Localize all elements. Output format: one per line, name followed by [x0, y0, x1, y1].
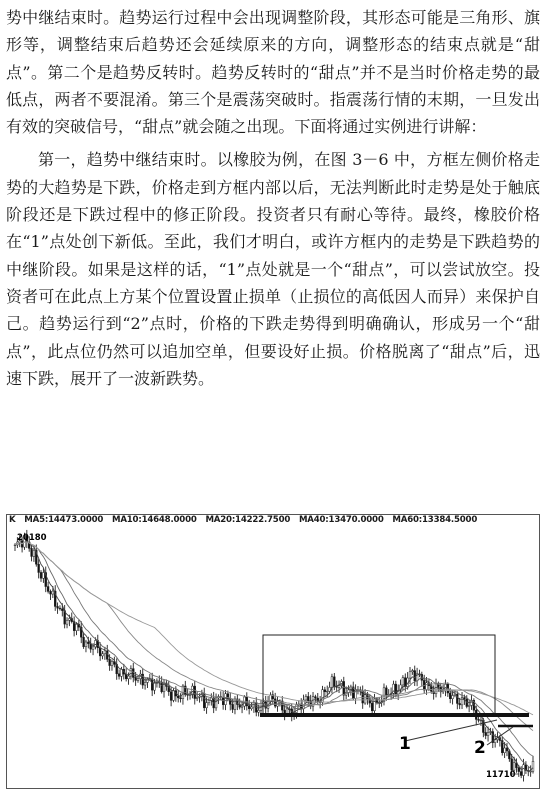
candle-body: [364, 695, 366, 703]
candle-body: [170, 692, 172, 701]
candle-body: [402, 678, 404, 685]
candle-body: [532, 761, 534, 771]
candle-body: [111, 661, 113, 665]
candle-body: [118, 674, 120, 677]
candle-body: [480, 720, 482, 721]
candle-body: [102, 654, 104, 656]
candle-body: [324, 690, 326, 692]
candle-body: [336, 687, 338, 688]
candle-body: [274, 699, 276, 706]
candle-body: [177, 696, 179, 698]
candle-body: [173, 691, 175, 701]
candle-body: [69, 618, 71, 620]
candle-body: [452, 695, 454, 698]
candle-body: [487, 732, 489, 735]
candle-body: [371, 703, 373, 711]
legend-ma10: MA10:14648.0000: [111, 515, 197, 525]
candle-body: [409, 672, 411, 678]
candle-body: [241, 706, 243, 707]
legend-k: K: [9, 515, 16, 525]
candle-body: [307, 696, 309, 700]
candle-body: [47, 587, 49, 592]
candle-body: [348, 690, 350, 692]
candle-body: [92, 647, 94, 649]
candle-body: [449, 693, 451, 699]
candlestick-series: [14, 530, 534, 782]
candle-body: [61, 609, 63, 611]
candle-body: [411, 671, 413, 672]
candle-body: [206, 703, 208, 708]
candle-body: [305, 696, 307, 700]
paragraph-2: 第一，趋势中继结束时。以橡胶为例，在图 3－6 中，方框左侧价格走势的大趋势是下跌，价格走到方框内部以后，无法判断此时走势是处于触底阶段还是下跌过程中的修正阶段。投资者只有耐心等待。最终，橡胶价格在“1”点处创下新低。至此，我们才明白，或许方框内的走势是下跌趋势的中继阶段。如果是这样的话，“1”点处就是一个“甜点”，可以尝试放空。投资者可在此点上方某个位置设置止损单（止损位的高低因人而异）来保护自己。趋势运行到“2”点时，价格的下跌走势得到明确确认，形成另一个“甜点”，此点位仍然可以追加空单，但要设好止损。价格脱离了“甜点”后，迅速下跌，展开了一波新跌势。: [6, 150, 540, 388]
candle-body: [338, 686, 340, 688]
candle-body: [194, 686, 196, 698]
candle-body: [464, 698, 466, 699]
legend-ma40: MA40:13470.0000: [298, 515, 384, 525]
candle-body: [87, 642, 89, 644]
paragraph-1: 势中继结束时。趋势运行过程中会出现调整阶段，其形态可能是三角形、旗形等，调整结束后趋势还会延续原来的方向，调整形态的结束点就是“甜点”。第二个是趋势反转时。趋势反转时的“甜点”并不是当时价格走势的最低点，两者不要混淆。第三个是震荡突破时。指震荡行情的末期，一旦发出有效的突破信号，“甜点”就会随之出现。下面将通过实例进行讲解：: [6, 8, 540, 137]
candle-body: [468, 705, 470, 706]
candle-body: [530, 771, 532, 772]
point-2-label: 2: [474, 738, 486, 758]
candle-body: [50, 591, 52, 594]
candle-body: [161, 682, 163, 692]
legend-ma60: MA60:13384.5000: [392, 515, 478, 525]
candle-body: [314, 697, 316, 698]
candle-body: [258, 710, 260, 712]
candle-body: [208, 700, 210, 702]
candle-body: [326, 691, 328, 692]
candle-body: [128, 676, 130, 679]
candle-body: [478, 719, 480, 720]
candle-body: [333, 677, 335, 687]
candle-body: [520, 772, 522, 776]
candle-body: [513, 763, 515, 770]
candle-body: [385, 688, 387, 695]
candle-body: [435, 684, 437, 694]
candle-body: [523, 765, 525, 776]
candle-body: [83, 637, 85, 646]
ma60-line: [15, 542, 533, 715]
candle-body: [33, 550, 35, 556]
point-1-label: 1: [399, 734, 411, 754]
candle-body: [414, 671, 416, 681]
candle-body: [196, 697, 198, 698]
candle-body: [38, 564, 40, 572]
candle-body: [154, 683, 156, 690]
legend-ma5: MA5:14473.0000: [24, 515, 104, 525]
candle-body: [95, 640, 97, 646]
candle-body: [40, 572, 42, 578]
ma10-line: [15, 542, 533, 769]
low-price-label: 11710: [486, 770, 516, 780]
candle-body: [76, 624, 78, 630]
candle-body: [52, 591, 54, 594]
candle-body: [180, 698, 182, 699]
candle-body: [144, 682, 146, 685]
candle-body: [504, 748, 506, 753]
candle-body: [59, 608, 61, 609]
candle-body: [199, 696, 201, 697]
candle-body: [191, 686, 193, 695]
candle-body: [151, 679, 153, 690]
moving-average-lines: [15, 542, 533, 771]
high-price-label: 20180: [17, 533, 47, 543]
candle-body: [14, 545, 16, 546]
candle-body: [31, 548, 33, 556]
candle-body: [137, 679, 139, 681]
candle-body: [378, 702, 380, 703]
candle-body: [343, 681, 345, 695]
article-text: [6, 4, 540, 392]
candle-body: [130, 669, 132, 676]
candle-body: [66, 620, 68, 624]
candle-body: [85, 642, 87, 647]
candle-body: [511, 759, 513, 770]
candle-body: [135, 677, 137, 680]
candle-body: [109, 659, 111, 665]
candle-body: [485, 732, 487, 735]
candle-body: [459, 703, 461, 704]
candle-body: [42, 573, 44, 579]
legend-ma20: MA20:14222.7500: [205, 515, 291, 525]
candle-body: [374, 699, 376, 711]
candle-body: [232, 704, 234, 709]
rubber-price-chart: [6, 514, 540, 789]
candle-body: [57, 606, 59, 608]
candle-body: [248, 706, 250, 709]
candle-body: [426, 683, 428, 690]
candle-body: [518, 768, 520, 772]
ma5-line: [15, 542, 533, 771]
candle-body: [99, 648, 101, 656]
candle-body: [506, 748, 508, 751]
candle-body: [331, 677, 333, 688]
candle-body: [251, 707, 253, 709]
chart-plot-area: [7, 515, 539, 788]
